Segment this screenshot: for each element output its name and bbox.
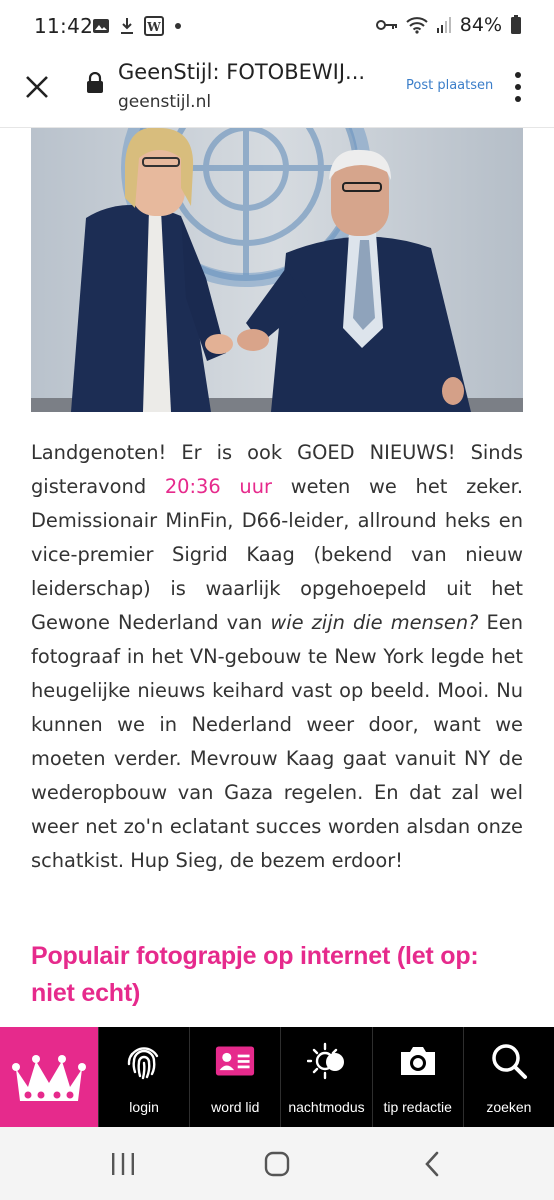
close-icon bbox=[25, 75, 49, 99]
article-text-part: Een fotograaf in het VN-gebouw te New York legde het heugelijke nieuws keihard vast op beeld. Mooi. Nu kunnen we in Nederland weer door, want we moeten verder. Mevrouw Kaag gaat vanuit NY de wederopbouw van Gaza regelen. En dat zal wel weer net zo'n eclatant succes worden alsdan onze schatkist. Hup Sieg, de bezem erdoor! bbox=[31, 611, 523, 872]
home-button[interactable] bbox=[257, 1147, 297, 1181]
dot-icon bbox=[174, 22, 182, 30]
more-vert-icon-dot bbox=[515, 84, 521, 90]
status-bar bbox=[0, 0, 554, 54]
camera-icon bbox=[398, 1041, 438, 1081]
more-vert-icon bbox=[515, 72, 521, 78]
back-button[interactable] bbox=[412, 1147, 452, 1181]
id-card-icon bbox=[215, 1041, 255, 1081]
nav-tip-redactie[interactable] bbox=[372, 1027, 463, 1127]
download-icon bbox=[120, 17, 134, 35]
article-body bbox=[31, 436, 523, 878]
battery-percentage: 84% bbox=[459, 14, 502, 36]
nav-label: login bbox=[129, 1099, 159, 1115]
w-app-icon bbox=[144, 16, 164, 36]
page-title: GeenStijl: FOTOBEWIJ... bbox=[118, 60, 366, 84]
nav-label: tip redactie bbox=[383, 1099, 452, 1115]
nav-word-lid[interactable] bbox=[189, 1027, 280, 1127]
article-text-part: Landgenoten! Er is ook GOED NIEUWS! Sinds gisteravond bbox=[31, 441, 523, 498]
wifi-icon bbox=[406, 16, 428, 34]
lock-icon[interactable] bbox=[86, 72, 104, 94]
geenstijl-logo-button[interactable] bbox=[0, 1027, 98, 1127]
nav-label: word lid bbox=[211, 1099, 260, 1115]
key-icon bbox=[376, 18, 398, 32]
overflow-menu-button[interactable] bbox=[506, 70, 530, 104]
close-tab-button[interactable] bbox=[20, 70, 54, 104]
night-mode-icon bbox=[307, 1041, 347, 1081]
article-subheading: Populair fotograpje op internet (let op: niet echt) bbox=[31, 942, 479, 1007]
recent-apps-button[interactable] bbox=[103, 1147, 143, 1181]
article-text-part: weten we het zeker. Demissionair MinFin, D66-leider, allround heks en vice-premier Sigrid Kaag (bekend van nieuw leiderschap) is waarlijk opgehoepeld uit het Gewone Nederland van bbox=[31, 475, 523, 634]
time-link[interactable]: 20:36 uur bbox=[164, 475, 272, 498]
fingerprint-icon bbox=[124, 1041, 164, 1081]
system-navigation-bar bbox=[0, 1127, 554, 1200]
more-vert-icon-dot bbox=[515, 96, 521, 102]
signal-icon bbox=[436, 16, 452, 34]
article-emphasis: wie zijn die mensen? bbox=[270, 611, 479, 634]
nav-nachtmodus[interactable] bbox=[280, 1027, 371, 1127]
page-domain: geenstijl.nl bbox=[118, 92, 212, 112]
nav-zoeken[interactable] bbox=[463, 1027, 554, 1127]
nav-label: zoeken bbox=[486, 1099, 532, 1115]
svg-text:W: W bbox=[147, 20, 161, 34]
custom-tab-toolbar bbox=[0, 54, 554, 128]
article-photo bbox=[31, 128, 523, 412]
nav-label: nachtmodus bbox=[288, 1099, 365, 1115]
status-notification-icons bbox=[92, 16, 182, 36]
recent-apps-icon bbox=[110, 1152, 136, 1176]
nav-login[interactable] bbox=[98, 1027, 189, 1127]
status-time: 11:42 bbox=[34, 14, 94, 38]
status-system-icons bbox=[376, 14, 522, 36]
search-icon bbox=[489, 1041, 529, 1081]
post-button[interactable]: Post plaatsen bbox=[406, 78, 494, 93]
gallery-icon bbox=[92, 17, 110, 35]
home-icon bbox=[263, 1150, 291, 1178]
site-bottom-nav bbox=[0, 1027, 554, 1127]
crown-logo-icon bbox=[12, 1047, 86, 1107]
back-icon bbox=[422, 1150, 442, 1178]
battery-icon bbox=[510, 15, 522, 35]
